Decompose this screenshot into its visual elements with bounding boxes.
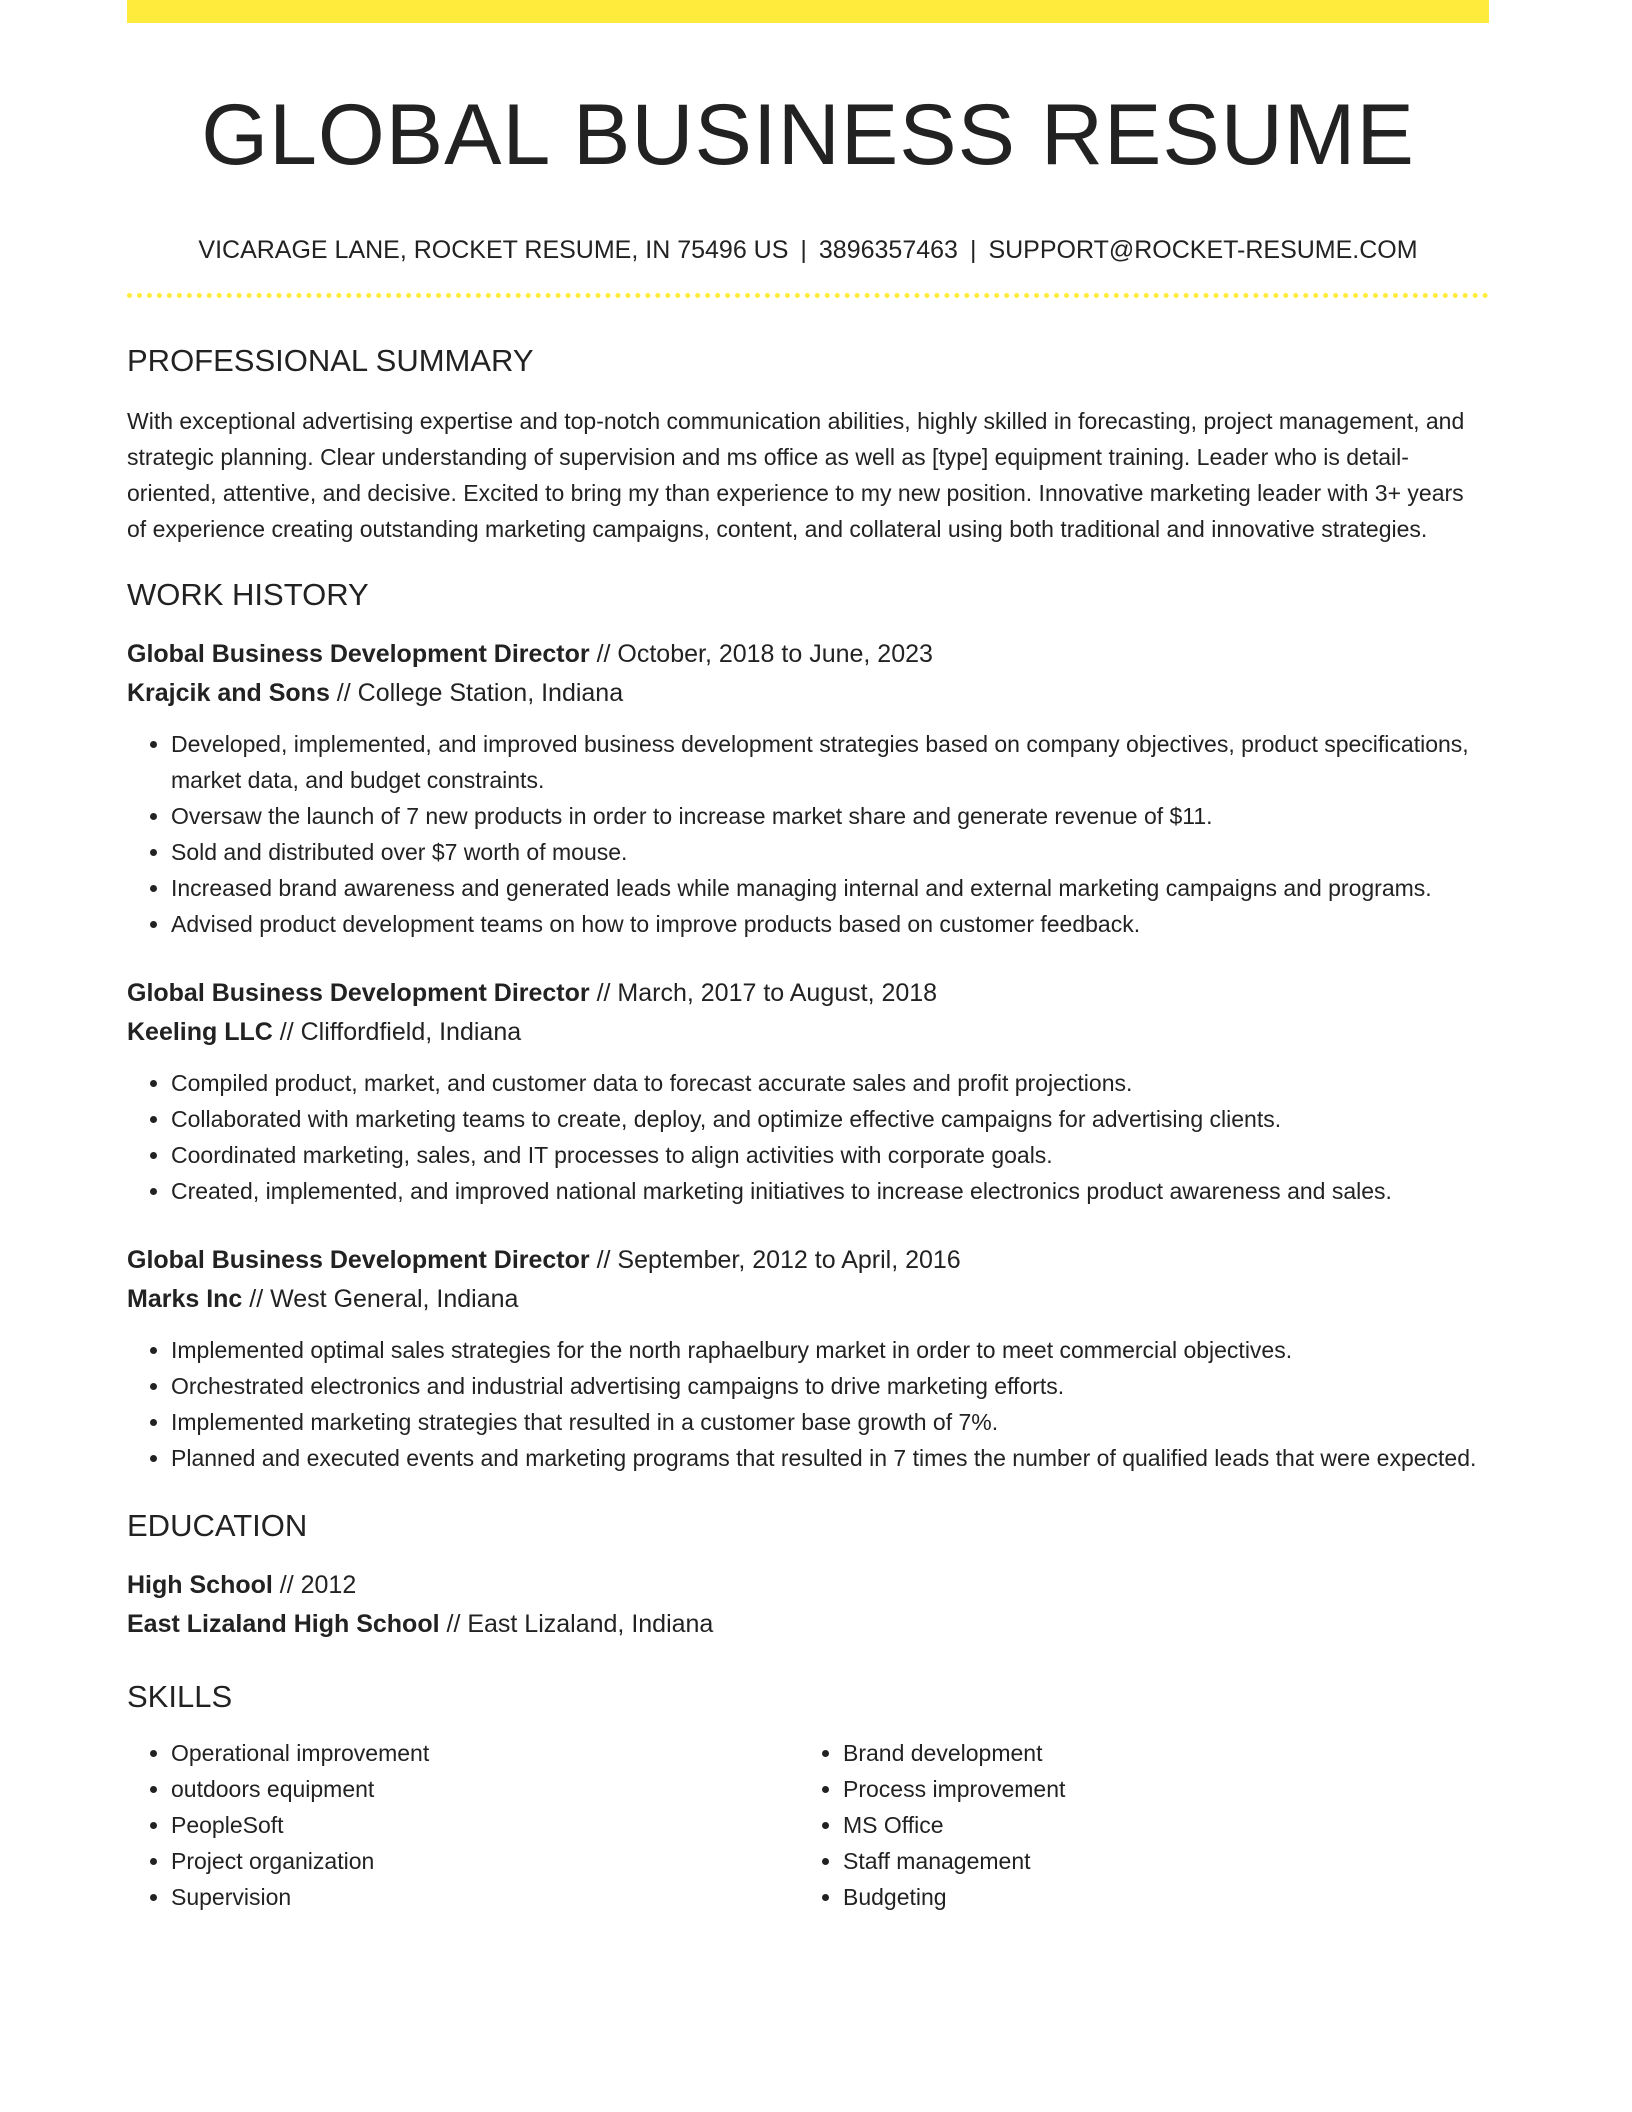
list-item: • Sold and distributed over $7 worth of mouse. bbox=[171, 834, 1489, 870]
job-role: Global Business Development Director bbox=[127, 640, 590, 668]
list-item: • Compiled product, market, and customer data to forecast accurate sales and profit projections. bbox=[171, 1065, 1489, 1101]
resume-content bbox=[127, 23, 1489, 1915]
resume-title: GLOBAL BUSINESS RESUME bbox=[201, 87, 1415, 183]
skill-item: • outdoors equipment bbox=[171, 1771, 799, 1807]
skills-column-left bbox=[127, 1735, 799, 1915]
education-school-line bbox=[127, 1605, 1489, 1644]
work-history-heading: WORK HISTORY bbox=[127, 577, 369, 612]
skill-item: • Project organization bbox=[171, 1843, 799, 1879]
job-location: // West General, Indiana bbox=[242, 1285, 519, 1313]
list-item: • Collaborated with marketing teams to create, deploy, and optimize effective campaigns for advertising clients. bbox=[171, 1101, 1489, 1137]
skill-item: • Operational improvement bbox=[171, 1735, 799, 1771]
skill-item: • Budgeting bbox=[843, 1879, 1489, 1915]
list-item: • Implemented optimal sales strategies for the north raphaelbury market in order to meet commercial objectives. bbox=[171, 1332, 1489, 1368]
education-location: // East Lizaland, Indiana bbox=[439, 1610, 714, 1638]
contact-line bbox=[127, 233, 1489, 267]
list-item: • Increased brand awareness and generated leads while managing internal and external marketing campaigns and programs. bbox=[171, 870, 1489, 906]
list-item: • Coordinated marketing, sales, and IT processes to align activities with corporate goals. bbox=[171, 1137, 1489, 1173]
contact-separator: | bbox=[800, 236, 807, 264]
skill-item: • Process improvement bbox=[843, 1771, 1489, 1807]
skill-item: • Supervision bbox=[171, 1879, 799, 1915]
job-company: Marks Inc bbox=[127, 1285, 243, 1313]
skills-grid bbox=[127, 1735, 1489, 1915]
skill-item: • MS Office bbox=[843, 1807, 1489, 1843]
job-entry bbox=[127, 1241, 1489, 1476]
list-item: • Planned and executed events and marketing programs that resulted in 7 times the number of qualified leads that were expected. bbox=[171, 1440, 1489, 1476]
education-degree: High School bbox=[127, 1571, 273, 1599]
skills-column-right bbox=[799, 1735, 1489, 1915]
job-role: Global Business Development Director bbox=[127, 979, 590, 1007]
job-role-line bbox=[127, 635, 1489, 674]
job-company-line bbox=[127, 1280, 1489, 1319]
list-item: • Advised product development teams on how to improve products based on customer feedback. bbox=[171, 906, 1489, 942]
job-entry bbox=[127, 974, 1489, 1209]
job-role-line bbox=[127, 1241, 1489, 1280]
summary-heading: PROFESSIONAL SUMMARY bbox=[127, 343, 534, 378]
job-bullets bbox=[127, 1065, 1489, 1209]
summary-text: With exceptional advertising expertise and top-notch communication abilities, highly skilled in forecasting, project management, and strategic planning. Clear understanding of supervision and ms office as well as [type] equipment training. Leader who is detail-oriented, attentive, and decisive. Excited to bring my than experience to my new position. Innovative marketing leader with 3+ years of experience creating outstanding marketing campaigns, content, and collateral using both traditional and innovative strategies. bbox=[127, 408, 1465, 542]
job-bullets bbox=[127, 1332, 1489, 1476]
skills-heading: SKILLS bbox=[127, 1679, 233, 1714]
job-company-line bbox=[127, 1013, 1489, 1052]
job-dates: // March, 2017 to August, 2018 bbox=[589, 979, 938, 1007]
job-company: Keeling LLC bbox=[127, 1018, 273, 1046]
skill-item: • Brand development bbox=[843, 1735, 1489, 1771]
job-bullets bbox=[127, 726, 1489, 942]
contact-separator: | bbox=[969, 236, 977, 264]
contact-address: VICARAGE LANE, ROCKET RESUME, IN 75496 US bbox=[198, 236, 789, 264]
job-location: // Cliffordfield, Indiana bbox=[272, 1018, 522, 1046]
job-entry bbox=[127, 635, 1489, 942]
job-company-line bbox=[127, 674, 1489, 713]
list-item: • Oversaw the launch of 7 new products in order to increase market share and generate revenue of $11. bbox=[171, 798, 1489, 834]
job-role-line bbox=[127, 974, 1489, 1013]
skill-item: • PeopleSoft bbox=[171, 1807, 799, 1843]
list-item: • Orchestrated electronics and industrial advertising campaigns to drive marketing efforts. bbox=[171, 1368, 1489, 1404]
education-year: // 2012 bbox=[272, 1571, 357, 1599]
contact-email[interactable]: SUPPORT@ROCKET-RESUME.COM bbox=[988, 236, 1418, 264]
job-location: // College Station, Indiana bbox=[329, 679, 624, 707]
contact-phone[interactable]: 3896357463 bbox=[818, 236, 958, 264]
education-school: East Lizaland High School bbox=[127, 1610, 440, 1638]
education-heading: EDUCATION bbox=[127, 1508, 308, 1543]
dotted-divider bbox=[127, 293, 1489, 298]
list-item: • Developed, implemented, and improved business development strategies based on company objectives, product specifications, market data, and budget constraints. bbox=[171, 726, 1489, 798]
job-dates: // September, 2012 to April, 2016 bbox=[589, 1246, 961, 1274]
list-item: • Implemented marketing strategies that resulted in a customer base growth of 7%. bbox=[171, 1404, 1489, 1440]
skill-item: • Staff management bbox=[843, 1843, 1489, 1879]
job-role: Global Business Development Director bbox=[127, 1246, 590, 1274]
education-degree-line bbox=[127, 1566, 1489, 1605]
list-item: • Created, implemented, and improved national marketing initiatives to increase electronics product awareness and sales. bbox=[171, 1173, 1489, 1209]
job-company: Krajcik and Sons bbox=[127, 679, 330, 707]
accent-top-bar bbox=[127, 0, 1489, 23]
job-dates: // October, 2018 to June, 2023 bbox=[589, 640, 933, 668]
